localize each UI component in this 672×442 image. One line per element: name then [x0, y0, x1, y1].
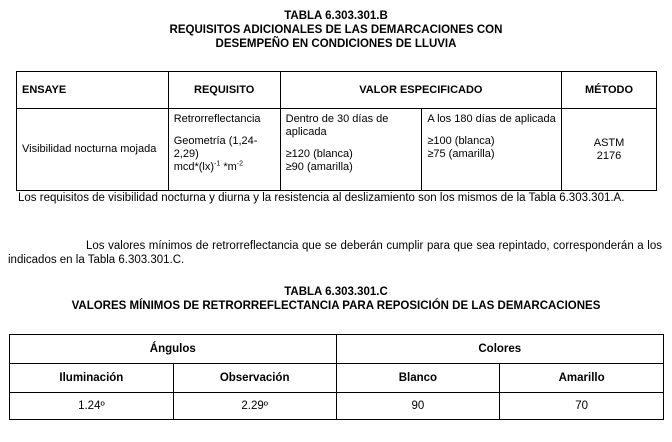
table-b-title-number: TABLA 6.303.301.B: [284, 10, 388, 22]
header-iluminacion: Iluminación: [10, 364, 174, 393]
table-b-title-line2: REQUISITOS ADICIONALES DE LAS DEMARCACIONES CON: [169, 24, 503, 36]
value-iluminacion: 1.24º: [10, 393, 174, 420]
table-b-row: [17, 109, 657, 191]
valor-180-amarilla: ≥75 (amarilla): [427, 148, 495, 160]
table-b: [16, 71, 657, 191]
header-observacion: Observación: [173, 364, 336, 393]
note-visibilidad: Los requisitos de visibilidad nocturna y diurna y la resistencia al deslizamiento son los mismos de la Tabla 6.303.301.A.: [18, 192, 625, 204]
header-metodo: MÉTODO: [562, 72, 657, 109]
cell-valor-30-dias: [280, 109, 422, 191]
header-angulos: Ángulos: [10, 335, 337, 364]
table-b-title-line3: DESEMPEÑO EN CONDICIONES DE LLUVIA: [215, 38, 457, 50]
header-requisito: REQUISITO: [168, 72, 280, 109]
value-observacion: 2.29º: [173, 393, 336, 420]
table-c: [9, 334, 664, 420]
value-blanco: 90: [336, 393, 500, 420]
table-c-title-number: TABLA 6.303.301.C: [284, 286, 388, 298]
cell-ensaye: [17, 109, 169, 191]
header-blanco: Blanco: [336, 364, 500, 393]
header-colores: Colores: [336, 335, 663, 364]
metodo-text: ASTM 2176: [593, 136, 625, 162]
header-amarillo: Amarillo: [500, 364, 664, 393]
value-amarillo: 70: [500, 393, 664, 420]
table-b-header-row: [17, 72, 657, 109]
valor-30-blanca: ≥120 (blanca): [285, 148, 353, 160]
requisito-line1: Retrorreflectancia: [173, 113, 261, 125]
valor-180-line1: A los 180 días de aplicada: [427, 113, 556, 125]
ensaye-text: Visibilidad nocturna mojada: [22, 143, 157, 155]
valor-30-line1: Dentro de 30 días de aplicada: [285, 113, 389, 138]
table-c-title-line2: VALORES MÍNIMOS DE RETRORREFLECTANCIA PARA REPOSICIÓN DE LAS DEMARCACIONES: [71, 300, 601, 312]
header-ensaye: ENSAYE: [17, 72, 169, 109]
cell-requisito: [168, 109, 280, 191]
cell-metodo: [562, 109, 657, 191]
valor-180-blanca: ≥100 (blanca): [427, 135, 495, 147]
table-c-header-row: [10, 364, 664, 393]
table-c-group-row: [10, 335, 664, 364]
cell-valor-180-dias: [422, 109, 562, 191]
requisito-unit: mcd*(lx)$^{-1}$ $*m^{-2}$: [173, 160, 243, 173]
header-valor-especificado: VALOR ESPECIFICADO: [280, 72, 561, 109]
requisito-line2: Geometría (1,24-2,29): [173, 135, 258, 160]
note-repintado: Los valores mínimos de retrorreflectancia que se deberán cumplir para que sea repintado, corresponderán a los indicados en la Tabla 6.303.301.C.: [8, 240, 662, 266]
valor-30-amarilla: ≥90 (amarilla): [285, 161, 353, 173]
table-c-value-row: [10, 393, 664, 420]
